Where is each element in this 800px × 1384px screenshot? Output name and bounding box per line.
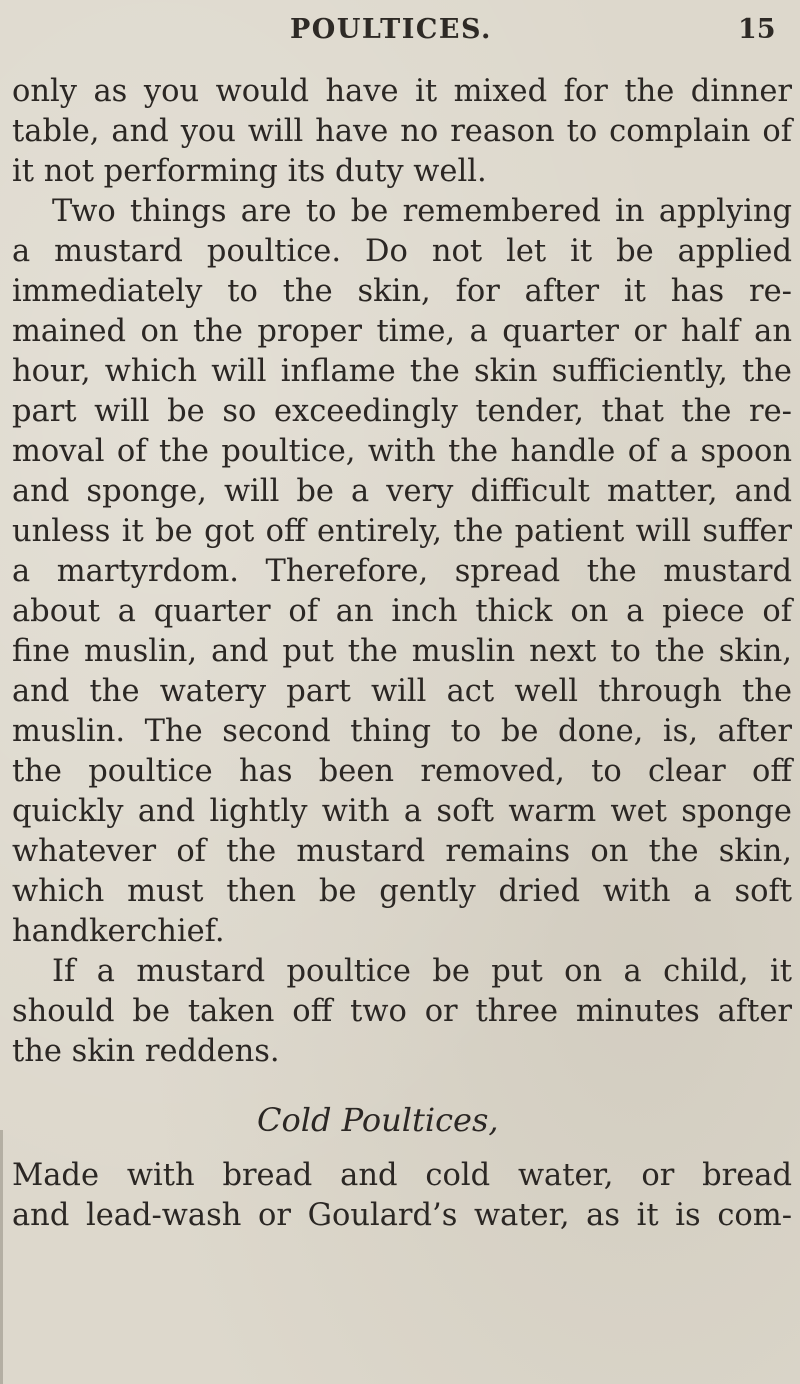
text-line: hour, which will inflame the skin sufficiently, the (12, 354, 792, 389)
text-line: the skin reddens. (12, 1034, 280, 1069)
paragraph-3 (12, 952, 792, 1072)
text-line: immediately to the skin, for after it has re- (12, 274, 792, 309)
text-line: Two things are to be remembered in applying (52, 194, 792, 229)
text-line: Made with bread and cold water, or bread (12, 1158, 792, 1193)
body-text (12, 72, 792, 1236)
text-line: table, and you will have no reason to complain of (12, 114, 792, 149)
page-edge-shadow (0, 1130, 3, 1384)
section-heading: Cold Poultices, (257, 1101, 499, 1139)
text-line: a martyrdom. Therefore, spread the mustard (12, 554, 792, 589)
text-line: muslin. The second thing to be done, is, after (12, 714, 792, 749)
text-line: unless it be got off entirely, the patient will suffer (12, 514, 792, 549)
text-line: handkerchief. (12, 914, 225, 949)
text-line: part will be so exceedingly tender, that the re- (12, 394, 792, 429)
paragraph-1 (12, 72, 792, 192)
text-line: the poultice has been removed, to clear off (12, 754, 792, 789)
spacer (12, 1142, 792, 1156)
paragraph-4 (12, 1156, 792, 1236)
text-line: only as you would have it mixed for the dinner (12, 74, 792, 109)
page-number: 15 (738, 14, 776, 45)
text-line: it not performing its duty well. (12, 154, 487, 189)
spacer (12, 1072, 792, 1098)
text-line: quickly and lightly with a soft warm wet sponge (12, 794, 792, 829)
text-line: whatever of the mustard remains on the skin, (12, 834, 792, 869)
text-line: should be taken off two or three minutes after (12, 994, 792, 1029)
text-line: moval of the poultice, with the handle of a spoon (12, 434, 792, 469)
text-line: and lead-wash or Goulard’s water, as it is com- (12, 1198, 792, 1233)
text-line: a mustard poultice. Do not let it be applied (12, 234, 792, 269)
text-line: and the watery part will act well through the (12, 674, 792, 709)
running-title: POULTICES. (290, 14, 492, 45)
running-head (0, 14, 800, 54)
text-line: mained on the proper time, a quarter or half an (12, 314, 792, 349)
paragraph-2 (12, 192, 792, 952)
text-line: If a mustard poultice be put on a child, it (52, 954, 792, 989)
text-line: about a quarter of an inch thick on a piece of (12, 594, 792, 629)
text-line: which must then be gently dried with a soft (12, 874, 792, 909)
text-line: and sponge, will be a very difficult matter, and (12, 474, 792, 509)
text-line: fine muslin, and put the muslin next to the skin, (12, 634, 792, 669)
